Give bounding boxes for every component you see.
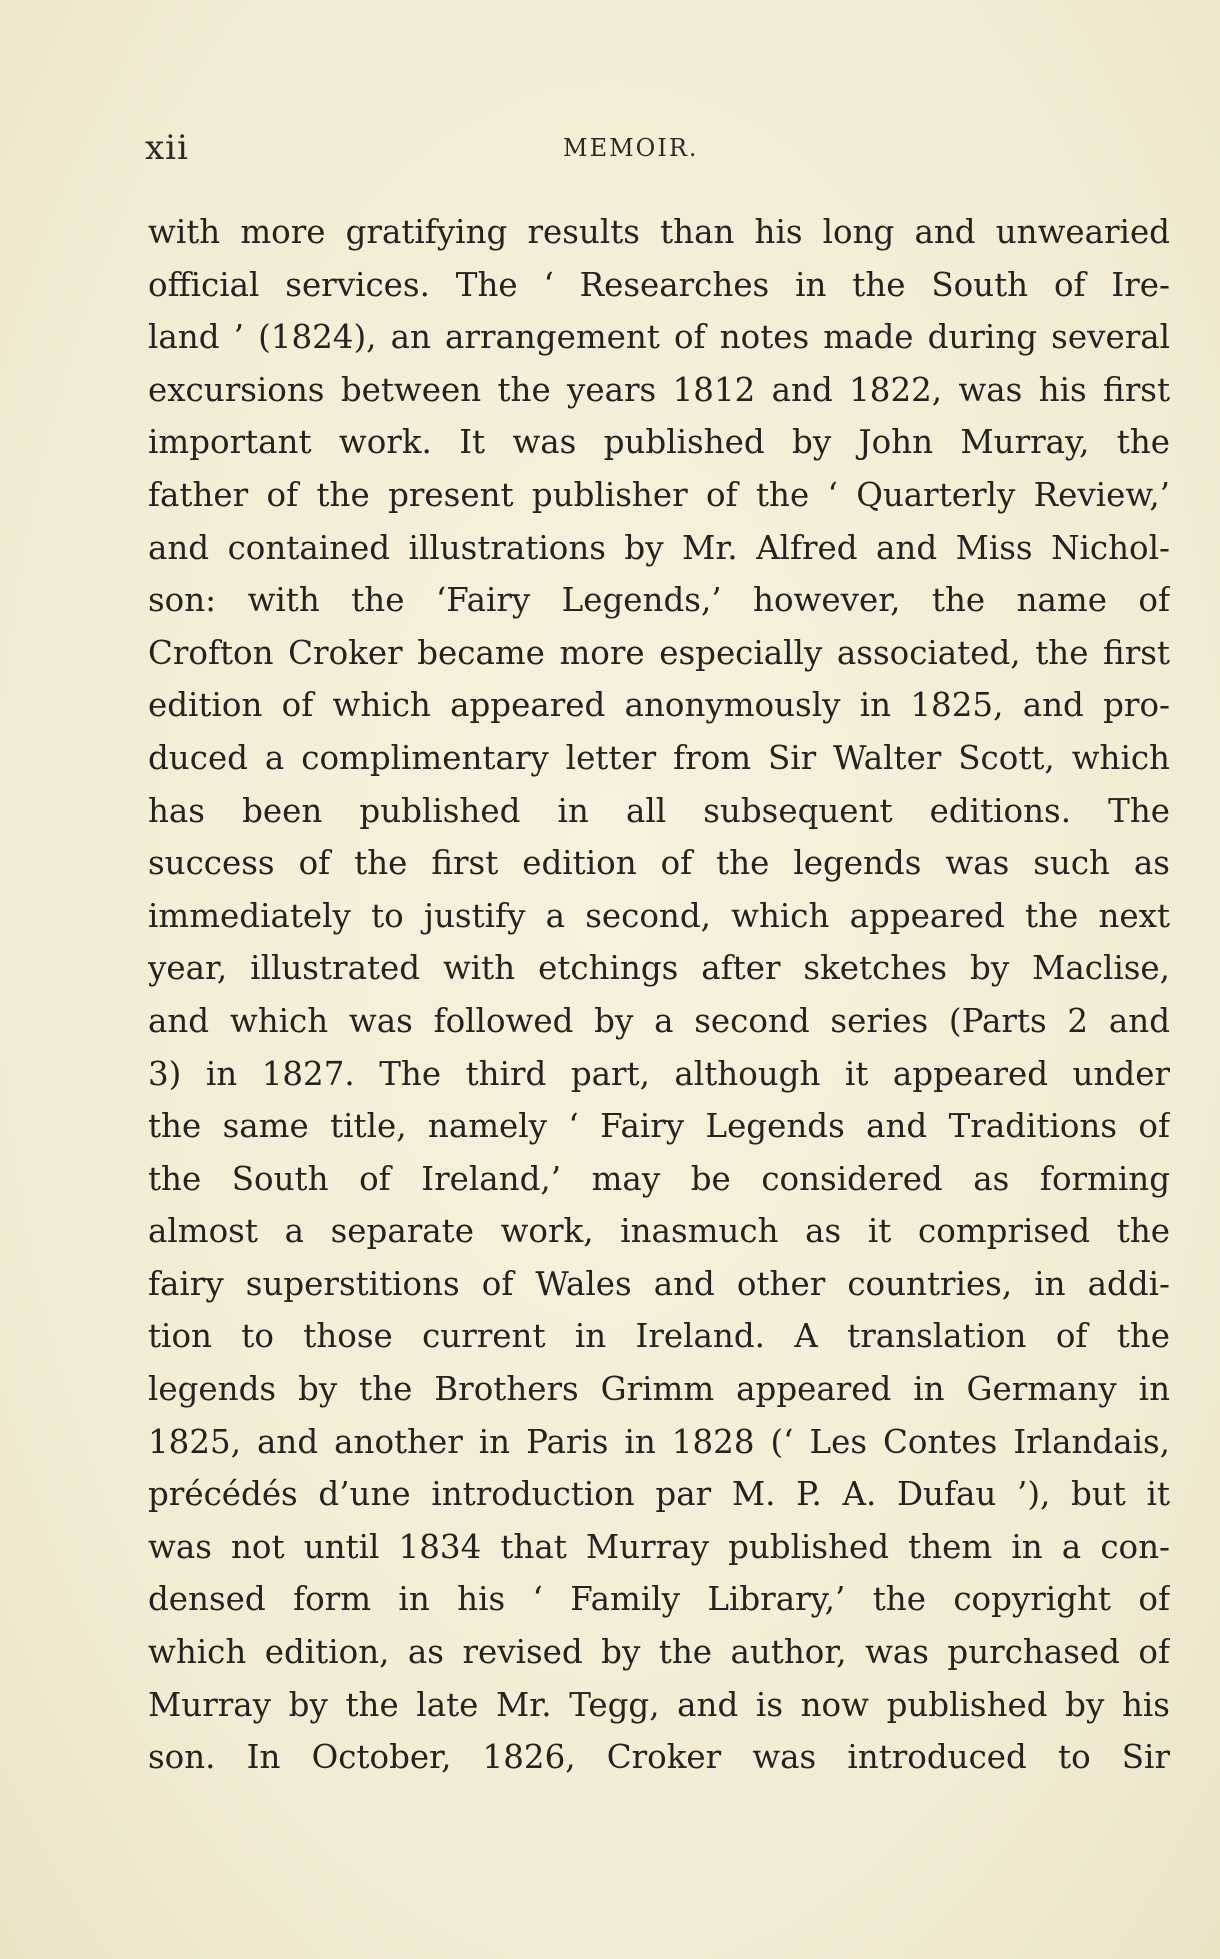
text-line: the same title, namely ‘ Fairy Legends and Traditions of [148, 1107, 1170, 1146]
body-text [148, 206, 1170, 1784]
text-line: with more gratifying results than his long and unwearied [148, 213, 1170, 251]
text-line: 1825, and another in Paris in 1828 (‘ Les Contes Irlandais, [148, 1422, 1170, 1461]
text-line: which edition, as revised by the author, was purchased of [148, 1633, 1170, 1672]
text-line: fairy superstitions of Wales and other countries, in addi- [148, 1264, 1170, 1303]
text-line: has been published in all subsequent editions. The [148, 791, 1170, 830]
text-line: excursions between the years 1812 and 1822, was his first [148, 370, 1170, 409]
text-line: immediately to justify a second, which appeared the next [148, 896, 1170, 935]
text-line: Crofton Croker became more especially associated, the first [148, 633, 1170, 672]
text-line: legends by the Brothers Grimm appeared in Germany in [148, 1370, 1170, 1409]
text-line: official services. The ‘ Researches in the South of Ire- [148, 265, 1170, 304]
text-line: densed form in his ‘ Family Library,’ the copyright of [148, 1580, 1170, 1619]
page-header [145, 128, 1175, 168]
text-line: important work. It was published by John Murray, the [148, 423, 1170, 462]
page-number: xii [145, 128, 189, 168]
text-line: was not until 1834 that Murray published them in a con- [148, 1527, 1170, 1566]
text-line: success of the first edition of the legends was such as [148, 844, 1170, 883]
text-line: son: with the ‘Fairy Legends,’ however, the name of [148, 581, 1170, 620]
text-line: father of the present publisher of the ‘ Quarterly Review,’ [148, 475, 1170, 514]
text-line: edition of which appeared anonymously in 1825, and pro- [148, 686, 1170, 725]
text-line: and which was followed by a second series (Parts 2 and [148, 1001, 1170, 1040]
text-line: the South of Ireland,’ may be considered as forming [148, 1159, 1170, 1198]
text-line: son. In October, 1826, Croker was introduced to Sir [148, 1738, 1170, 1777]
text-line: duced a complimentary letter from Sir Walter Scott, which [148, 738, 1170, 777]
text-line: tion to those current in Ireland. A translation of the [148, 1317, 1170, 1356]
text-line: Murray by the late Mr. Tegg, and is now published by his [148, 1685, 1170, 1724]
text-line: 3) in 1827. The third part, although it appeared under [148, 1054, 1170, 1093]
text-line: and contained illustrations by Mr. Alfred and Miss Nichol- [148, 528, 1170, 567]
running-head: MEMOIR. [563, 134, 699, 162]
text-line: précédés d’une introduction par M. P. A. Dufau ’), but it [148, 1475, 1170, 1514]
text-line: land ’ (1824), an arrangement of notes made during several [148, 318, 1170, 357]
text-line: almost a separate work, inasmuch as it comprised the [148, 1212, 1170, 1251]
text-line: year, illustrated with etchings after sketches by Maclise, [148, 949, 1170, 988]
